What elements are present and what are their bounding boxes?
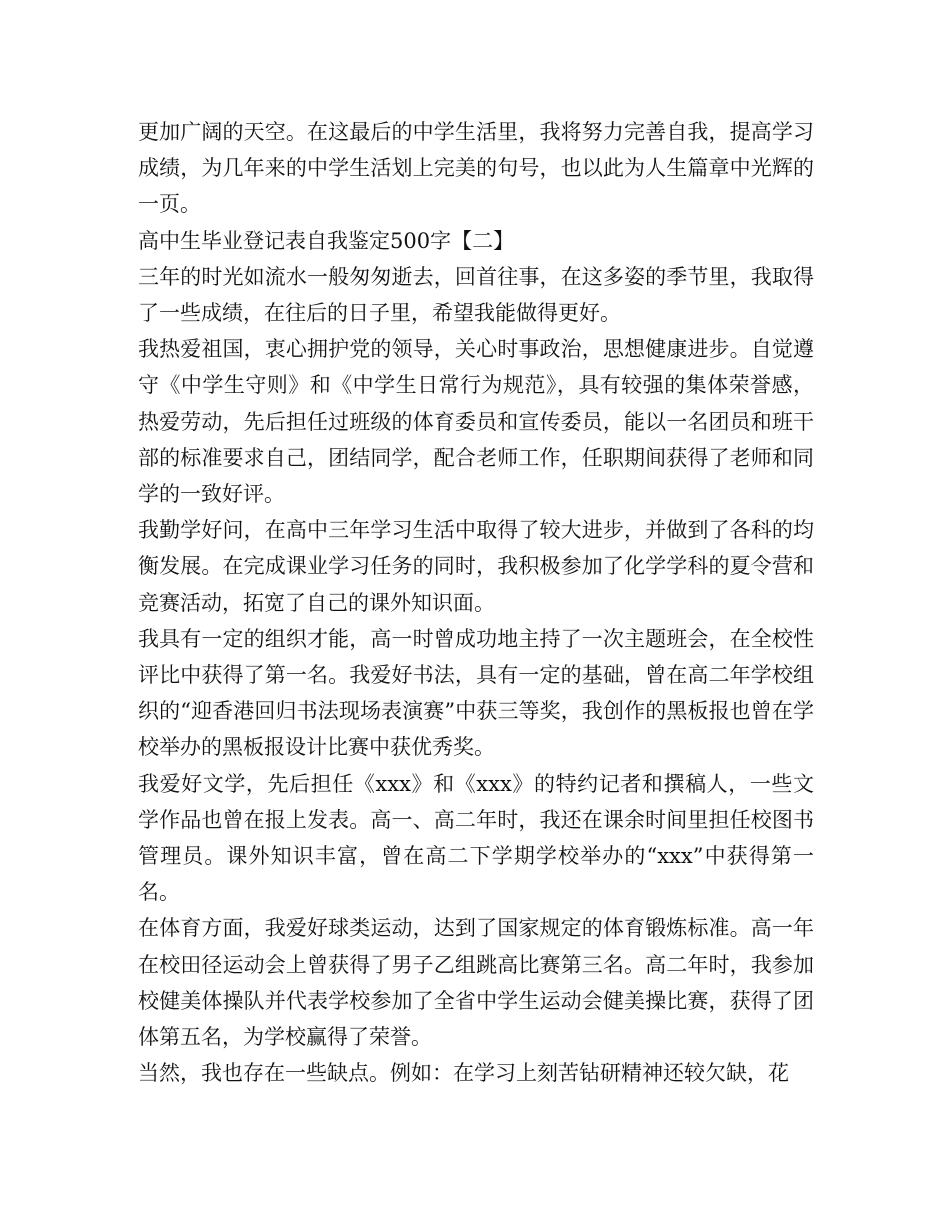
paragraph-continuation: 更加广阔的天空。在这最后的中学生活里，我将努力完善自我，提高学习成绩，为几年来的中学生活划上完美的句号，也以此为人生篇章中光辉的一页。 <box>138 120 814 217</box>
paragraph-study: 我勤学好问，在高中三年学习生活中取得了较大进步，并做到了各科的均衡发展。在完成课业学习任务的同时，我积极参加了化学学科的夏令营和竞赛活动，拓宽了自己的课外知识面。 <box>138 518 814 615</box>
paragraph-intro: 三年的时光如流水一般匆匆逝去，回首往事，在这多姿的季节里，我取得了一些成绩，在往后的日子里，希望我能做得更好。 <box>138 264 814 326</box>
document-page <box>138 114 814 1091</box>
section-heading: 高中生毕业登记表自我鉴定500字【二】 <box>138 228 515 253</box>
paragraph-organization: 我具有一定的组织才能，高一时曾成功地主持了一次主题班会，在全校性评比中获得了第一名。我爱好书法，具有一定的基础，曾在高二年学校组织的“迎香港回归书法现场表演赛”中获三等奖，我创作的黑板报也曾在学校举办的黑板报设计比赛中获优秀奖。 <box>138 626 814 760</box>
paragraph-patriotism: 我热爱祖国，衷心拥护党的领导，关心时事政治，思想健康进步。自觉遵守《中学生守则》和《中学生日常行为规范》，具有较强的集体荣誉感，热爱劳动，先后担任过班级的体育委员和宣传委员，能以一名团员和班干部的标准要求自己，团结同学，配合老师工作，任职期间获得了老师和同学的一致好评。 <box>138 337 814 507</box>
paragraph-literature: 我爱好文学，先后担任《xxx》和《xxx》的特约记者和撰稿人，一些文学作品也曾在报上发表。高一、高二年时，我还在课余时间里担任校图书管理员。课外知识丰富，曾在高二下学期学校举办的“xxx”中获得第一名。 <box>138 771 814 905</box>
paragraph-shortcomings: 当然，我也存在一些缺点。例如：在学习上刻苦钻研精神还较欠缺，花 <box>138 1061 789 1086</box>
paragraph-sports: 在体育方面，我爱好球类运动，达到了国家规定的体育锻炼标准。高一年在校田径运动会上曾获得了男子乙组跳高比赛第三名。高二年时，我参加校健美体操队并代表学校参加了全省中学生运动会健美操比赛，获得了团体第五名，为学校赢得了荣誉。 <box>138 916 814 1050</box>
